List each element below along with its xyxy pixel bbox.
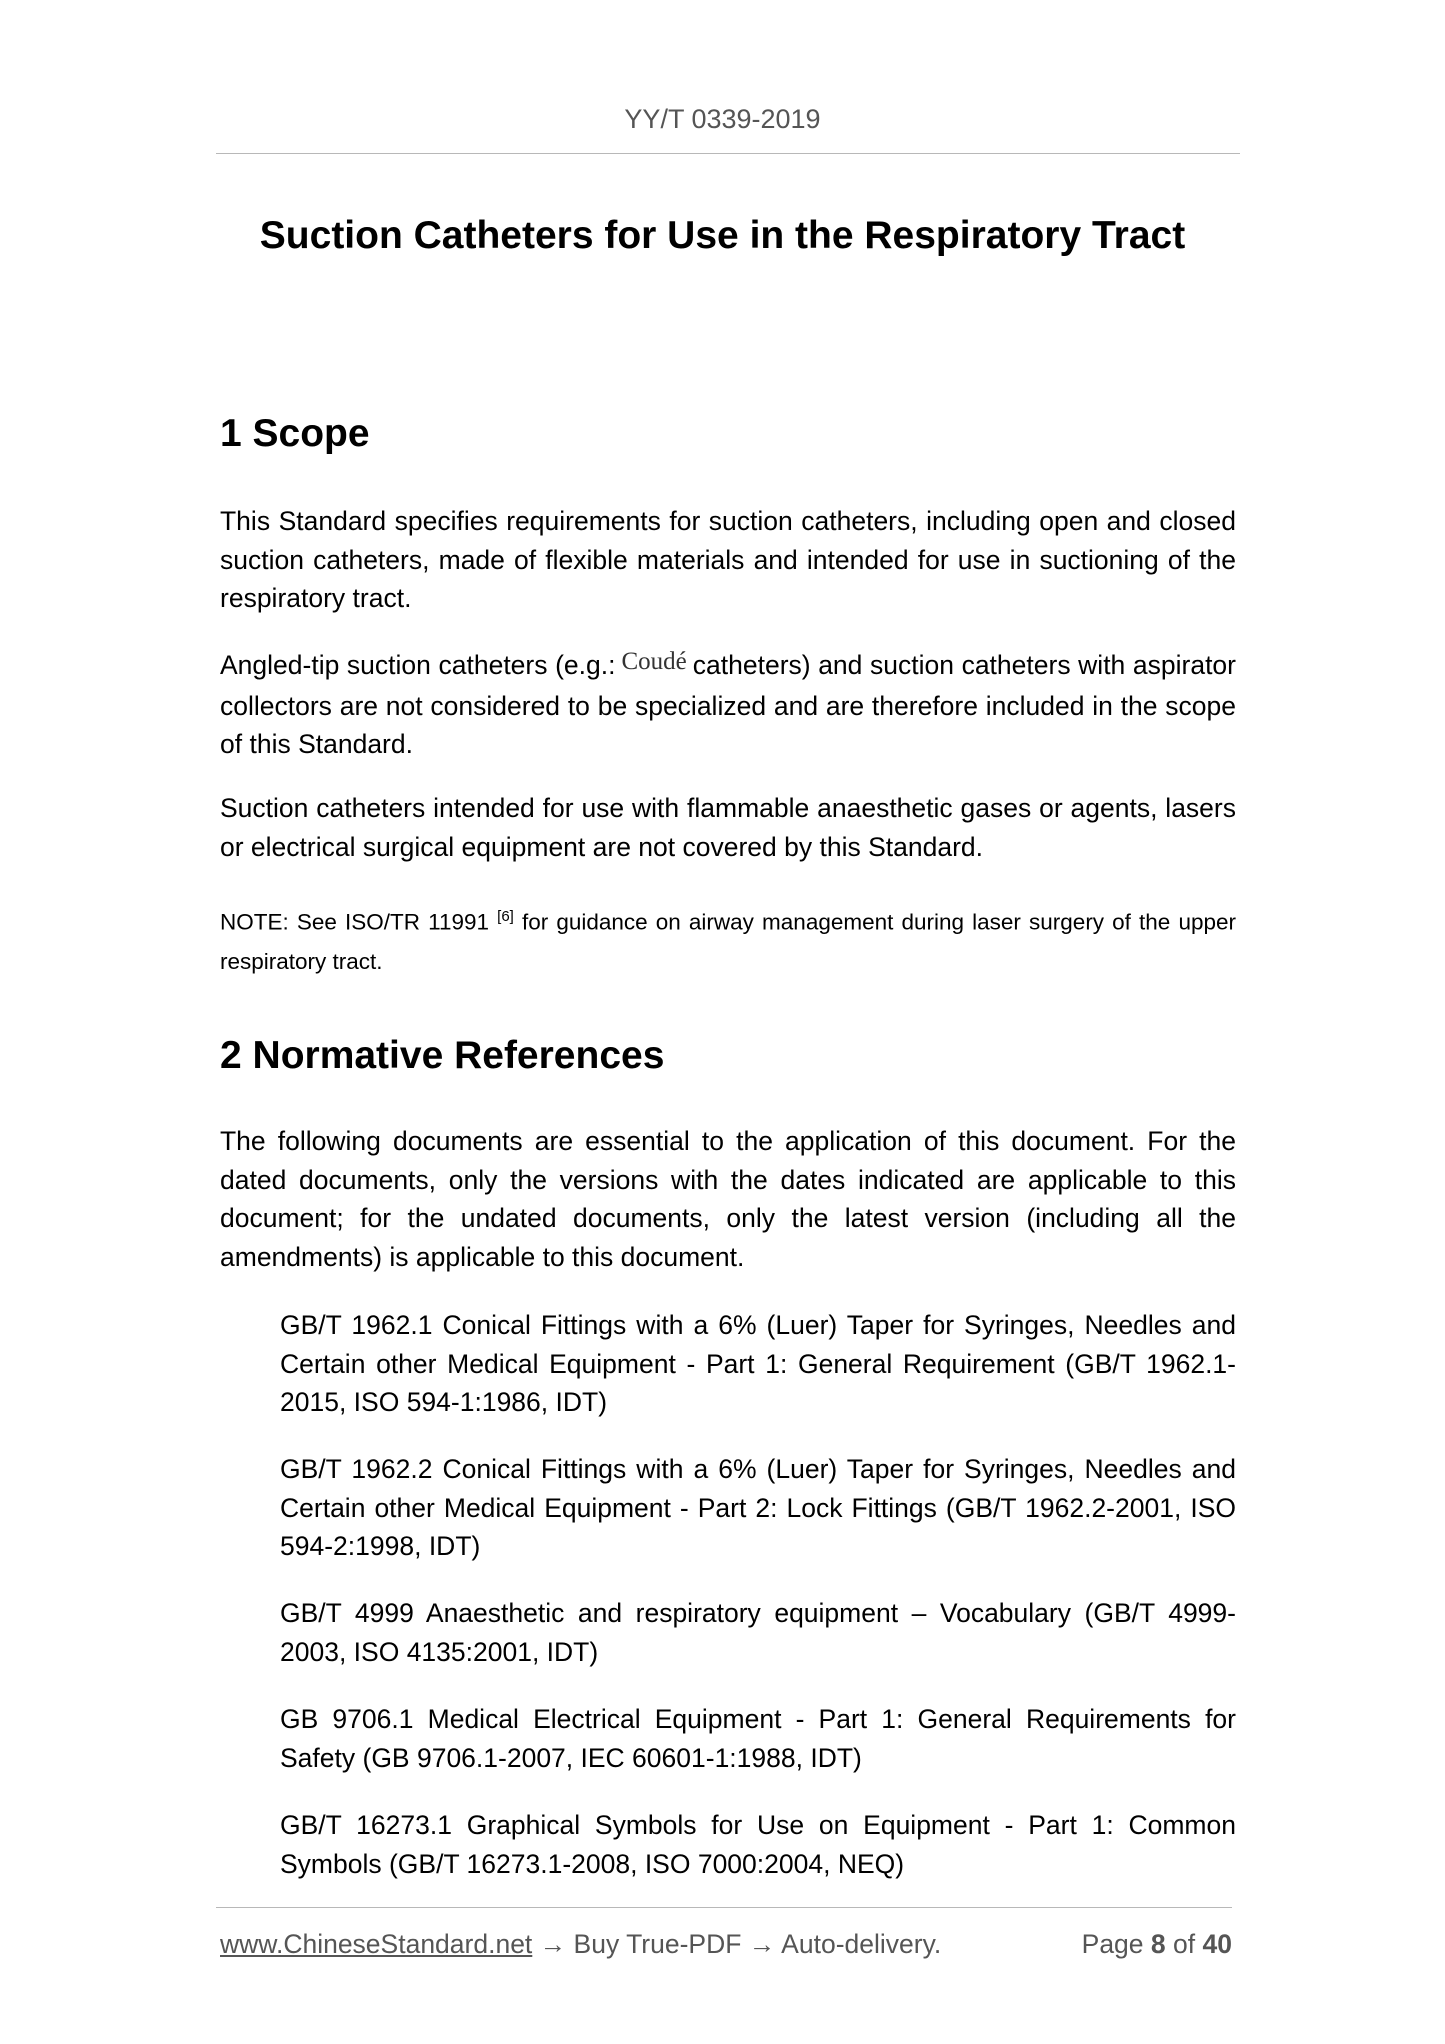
reference-item: GB/T 4999 Anaesthetic and respiratory equipment – Vocabulary (GB/T 4999-2003, ISO 4135:2001, IDT) (280, 1598, 1236, 1667)
page-total: 40 (1202, 1929, 1232, 1959)
reference-item: GB/T 1962.1 Conical Fittings with a 6% (Luer) Taper for Syringes, Needles and Certain other Medical Equipment - Part 1: General Requirement (GB/T 1962.1-2015, ISO 594-1:1986, IDT) (280, 1310, 1236, 1417)
note-citation: [6] (497, 908, 514, 925)
section-heading-scope: 1 Scope (220, 412, 370, 455)
coude-term: Coudé (621, 648, 687, 675)
scope-note (220, 897, 1236, 981)
page-footer (220, 1929, 1232, 1960)
scope-paragraph-2-end: catheters) and suction catheters with aspirator collectors are not considered to be specialized and are therefore included in the scope of this Standard. (220, 650, 1236, 759)
site-link[interactable]: www.ChineseStandard.net (220, 1929, 533, 1959)
reference-item: GB/T 1962.2 Conical Fittings with a 6% (Luer) Taper for Syringes, Needles and Certain other Medical Equipment - Part 2: Lock Fittings (GB/T 1962.2-2001, ISO 594-2:1998, IDT) (280, 1454, 1236, 1561)
page-indicator (1082, 1929, 1232, 1960)
running-header-doc-code: YY/T 0339-2019 (624, 104, 821, 134)
scope-paragraph-3: Suction catheters intended for use with flammable anaesthetic gases or agents, lasers or electrical surgical equipment are not covered by this Standard. (220, 793, 1236, 862)
scope-paragraph-1: This Standard specifies requirements for suction catheters, including open and closed suction catheters, made of flexible materials and intended for use in suctioning of the respiratory tract. (220, 506, 1236, 613)
reference-item: GB/T 16273.1 Graphical Symbols for Use on Equipment - Part 1: Common Symbols (GB/T 16273.1-2008, ISO 7000:2004, NEQ) (280, 1810, 1236, 1879)
page-of-word: of (1173, 1929, 1196, 1959)
page-word: Page (1081, 1929, 1144, 1959)
header-divider (216, 153, 1240, 154)
document-title: Suction Catheters for Use in the Respiratory Tract (259, 214, 1186, 257)
scope-paragraph-2 (220, 646, 1236, 764)
references-intro: The following documents are essential to the application of this document. For the dated documents, only the versions with the dates indicated are applicable to this document; for the undated documents, only the latest version (including all the amendments) is applicable to this document. (220, 1126, 1236, 1272)
page-current: 8 (1150, 1929, 1166, 1959)
footer-divider (216, 1907, 1232, 1908)
note-text-end: for guidance on airway management during laser surgery of the upper respiratory tract. (220, 909, 1236, 974)
footer-tagline: → Buy True-PDF → Auto-delivery. (539, 1929, 942, 1959)
reference-item: GB 9706.1 Medical Electrical Equipment - Part 1: General Requirements for Safety (GB 9706.1-2007, IEC 60601-1:1988, IDT) (280, 1704, 1236, 1773)
section-heading-normative-references: 2 Normative References (220, 1034, 665, 1077)
note-text-start: NOTE: See ISO/TR 11991 (220, 909, 490, 935)
scope-paragraph-2-start: Angled-tip suction catheters (e.g.: (220, 650, 616, 680)
